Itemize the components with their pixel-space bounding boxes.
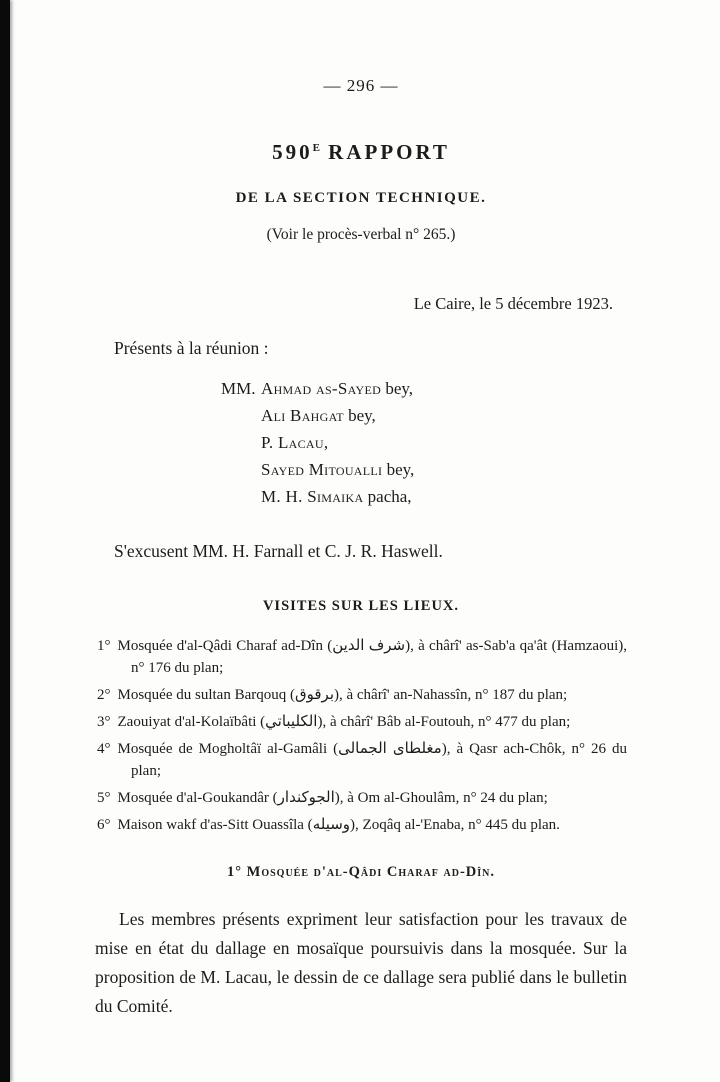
report-title (95, 140, 627, 165)
visit-item-text: Mosquée d'al-Goukandâr (الجوكندار), à Om al-Ghoulâm, n° 24 du plan; (117, 790, 548, 806)
report-title-word: RAPPORT (328, 140, 450, 164)
attendee-suffix: bey, (381, 379, 414, 398)
dateline: Le Caire, le 5 décembre 1923. (413, 294, 613, 313)
scan-gutter-artifact (0, 0, 10, 1082)
visit-item (97, 684, 627, 706)
excused-members: S'excusent MM. H. Farnall et C. J. R. Haswell. (114, 541, 443, 561)
attendee-row (221, 483, 627, 510)
mosque-section-heading: 1° Mosquée d'al-Qâdi Charaf ad-Dîn. (226, 864, 495, 880)
visit-list (95, 635, 627, 836)
attendee-suffix: bey, (343, 406, 376, 425)
page-number: — 296 — (323, 76, 399, 95)
visit-item-text: Maison wakf d'as-Sitt Ouassîla (وسيله), Zoqâq al-'Enaba, n° 445 du plan. (117, 817, 560, 833)
visit-item (97, 738, 627, 782)
visit-item (97, 814, 627, 836)
visit-item (97, 635, 627, 679)
proces-verbal-reference: (Voir le procès-verbal n° 265.) (266, 226, 456, 243)
visit-item-number: 3° (97, 714, 111, 730)
attendee-prefix: MM. (221, 379, 256, 398)
attendee-name: Ali Bahgat (261, 406, 344, 425)
attendee-name: Sayed Mitoualli (261, 460, 383, 479)
attendee-suffix: pacha, (363, 487, 412, 506)
visit-item-number: 6° (97, 817, 111, 833)
visit-item-number: 1° (97, 638, 111, 654)
visit-item-number: 5° (97, 790, 111, 806)
attendee-suffix: bey, (382, 460, 415, 479)
attendee-name: Ahmad as-Sayed (261, 379, 382, 398)
visit-item-number: 2° (97, 687, 111, 703)
visit-item-text: Mosquée de Mogholtâï al-Gamâli (مغلطاى الجمالى), à Qasr ach-Chôk, n° 26 du plan; (117, 741, 627, 779)
page-content (95, 0, 627, 1039)
visit-item-number: 4° (97, 741, 111, 757)
body-paragraph: Les membres présents expriment leur satisfaction pour les travaux de mise en état du dallage en mosaïque poursuivis dans la mosquée. Sur la proposition de M. Lacau, le dessin de ce dallage sera publié dans le bulletin du Comité. (95, 909, 627, 1016)
visit-item-text: Mosquée d'al-Qâdi Charaf ad-Dîn (شرف الدين), à chârî' as-Sab'a qa'ât (Hamzaoui), n° 176 du plan; (117, 638, 627, 676)
presents-label: Présents à la réunion : (114, 338, 269, 358)
attendee-row (221, 456, 627, 483)
attendee-name: P. Lacau (261, 433, 324, 452)
visit-item-text: Zaouiyat d'al-Kolaïbâti (الكليباتي), à chârî' Bâb al-Foutouh, n° 477 du plan; (117, 714, 571, 730)
attendee-row (221, 402, 627, 429)
report-title-ordinal: E (312, 142, 320, 154)
visits-section-heading: VISITES SUR LES LIEUX. (262, 598, 460, 614)
attendee-row (221, 375, 627, 402)
attendee-row (221, 429, 627, 456)
attendee-name: M. H. Simaika (261, 487, 364, 506)
report-title-number: 590 (272, 140, 313, 164)
visit-item (97, 711, 627, 733)
visit-item-text: Mosquée du sultan Barqouq (برقوق), à chârî' an-Nahassîn, n° 187 du plan; (117, 687, 568, 703)
attendee-suffix: , (323, 433, 329, 452)
visit-item (97, 787, 627, 809)
attendee-list (95, 375, 627, 510)
report-subtitle: DE LA SECTION TECHNIQUE. (235, 190, 487, 206)
